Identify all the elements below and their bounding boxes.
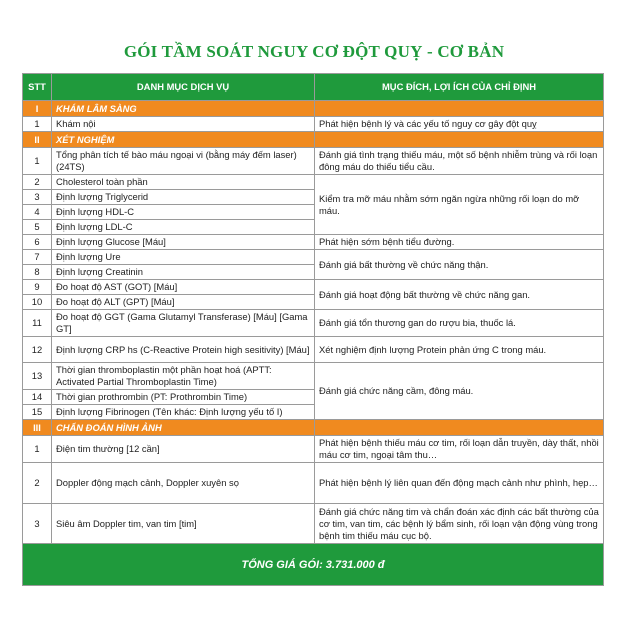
- row-number: 11: [23, 310, 52, 337]
- section-row: [23, 101, 604, 117]
- service-name: Đo hoạt độ AST (GOT) [Máu]: [52, 280, 315, 295]
- purpose-cell: Đánh giá chức năng tim và chẩn đoán xác định các bất thường của cơ tim, van tim, các bệnh lý bẩm sinh, rối loạn vận động vùng trong bệnh tim thiếu máu cục bộ.: [315, 504, 604, 544]
- table-header-row: [23, 74, 604, 101]
- row-number: 14: [23, 390, 52, 405]
- section-blank: [315, 132, 604, 148]
- section-row: [23, 132, 604, 148]
- section-blank: [315, 420, 604, 436]
- table-row: [23, 310, 604, 337]
- row-number: 1: [23, 117, 52, 132]
- purpose-cell: Đánh giá hoạt động bất thường về chức năng gan.: [315, 280, 604, 310]
- page-title: GÓI TẦM SOÁT NGUY CƠ ĐỘT QUỴ - CƠ BẢN: [123, 42, 505, 61]
- table-row: [23, 363, 604, 390]
- total-price: TỔNG GIÁ GÓI: 3.731.000 đ: [23, 544, 604, 586]
- service-name: Định lượng LDL-C: [52, 220, 315, 235]
- table-row: [23, 175, 604, 190]
- purpose-cell: Phát hiện bệnh lý liên quan đến động mạch cảnh như phình, hẹp…: [315, 463, 604, 504]
- row-number: 7: [23, 250, 52, 265]
- section-blank: [315, 101, 604, 117]
- purpose-cell: Đánh giá tình trạng thiếu máu, một số bệnh nhiễm trùng và rối loạn đông máu do thiếu tiểu cầu.: [315, 148, 604, 175]
- service-name: Định lượng Ure: [52, 250, 315, 265]
- service-name: Đo hoạt độ GGT (Gama Glutamyl Transferase) [Máu] [Gama GT]: [52, 310, 315, 337]
- row-number: 5: [23, 220, 52, 235]
- service-name: Doppler động mạch cảnh, Doppler xuyên sọ: [52, 463, 315, 504]
- purpose-cell: Đánh giá tổn thương gan do rượu bia, thuốc lá.: [315, 310, 604, 337]
- table-row: [23, 250, 604, 265]
- service-name: Tổng phân tích tế bào máu ngoại vi (bằng máy đếm laser) (24TS): [52, 148, 315, 175]
- section-row: [23, 420, 604, 436]
- service-name: Định lượng Creatinin: [52, 265, 315, 280]
- row-number: 1: [23, 436, 52, 463]
- table-row: [23, 337, 604, 363]
- purpose-cell: Đánh giá bất thường về chức năng thận.: [315, 250, 604, 280]
- purpose-cell: Xét nghiệm định lượng Protein phản ứng C trong máu.: [315, 337, 604, 363]
- service-name: Thời gian prothrombin (PT: Prothrombin Time): [52, 390, 315, 405]
- purpose-cell: Phát hiện bệnh lý và các yếu tố nguy cơ gây đột quỵ: [315, 117, 604, 132]
- row-number: 15: [23, 405, 52, 420]
- row-number: 6: [23, 235, 52, 250]
- service-name: Điện tim thường [12 cần]: [52, 436, 315, 463]
- service-name: Siêu âm Doppler tim, van tim [tim]: [52, 504, 315, 544]
- purpose-cell: Đánh giá chức năng cầm, đông máu.: [315, 363, 604, 420]
- row-number: 2: [23, 175, 52, 190]
- section-number: I: [23, 101, 52, 117]
- table-row: [23, 463, 604, 504]
- service-table: [22, 73, 604, 586]
- row-number: 13: [23, 363, 52, 390]
- service-name: Đo hoạt độ ALT (GPT) [Máu]: [52, 295, 315, 310]
- table-row: [23, 235, 604, 250]
- row-number: 1: [23, 148, 52, 175]
- table-row: [23, 148, 604, 175]
- table-row: [23, 436, 604, 463]
- row-number: 3: [23, 190, 52, 205]
- service-name: Định lượng Glucose [Máu]: [52, 235, 315, 250]
- header-service: DANH MỤC DỊCH VỤ: [52, 74, 315, 101]
- service-name: Định lượng Fibrinogen (Tên khác: Định lượng yếu tố I): [52, 405, 315, 420]
- section-number: II: [23, 132, 52, 148]
- row-number: 9: [23, 280, 52, 295]
- purpose-cell: Phát hiện bệnh thiếu máu cơ tim, rối loạn dẫn truyền, dày thất, nhồi máu cơ tim, ngoại tâm thu…: [315, 436, 604, 463]
- header-purpose: MỤC ĐÍCH, LỢI ÍCH CỦA CHỈ ĐỊNH: [315, 74, 604, 101]
- service-name: Thời gian thromboplastin một phần hoạt hoá (APTT: Activated Partial Thromboplastin Time): [52, 363, 315, 390]
- header-stt: STT: [23, 74, 52, 101]
- service-name: Định lượng HDL-C: [52, 205, 315, 220]
- section-title: KHÁM LÂM SÀNG: [52, 101, 315, 117]
- row-number: 8: [23, 265, 52, 280]
- row-number: 3: [23, 504, 52, 544]
- service-name: Định lượng CRP hs (C-Reactive Protein high sesitivity) [Máu]: [52, 337, 315, 363]
- row-number: 4: [23, 205, 52, 220]
- table-row: [23, 117, 604, 132]
- section-title: XÉT NGHIỆM: [52, 132, 315, 148]
- service-name: Định lượng Triglycerid: [52, 190, 315, 205]
- section-title: CHẨN ĐOÁN HÌNH ẢNH: [52, 420, 315, 436]
- table-row: [23, 504, 604, 544]
- row-number: 10: [23, 295, 52, 310]
- row-number: 2: [23, 463, 52, 504]
- table-row: [23, 280, 604, 295]
- service-name: Cholesterol toàn phần: [52, 175, 315, 190]
- purpose-cell: Kiểm tra mỡ máu nhằm sớm ngăn ngừa những rối loạn do mỡ máu.: [315, 175, 604, 235]
- purpose-cell: Phát hiện sớm bệnh tiểu đường.: [315, 235, 604, 250]
- section-number: III: [23, 420, 52, 436]
- service-name: Khám nội: [52, 117, 315, 132]
- total-row: [23, 544, 604, 586]
- row-number: 12: [23, 337, 52, 363]
